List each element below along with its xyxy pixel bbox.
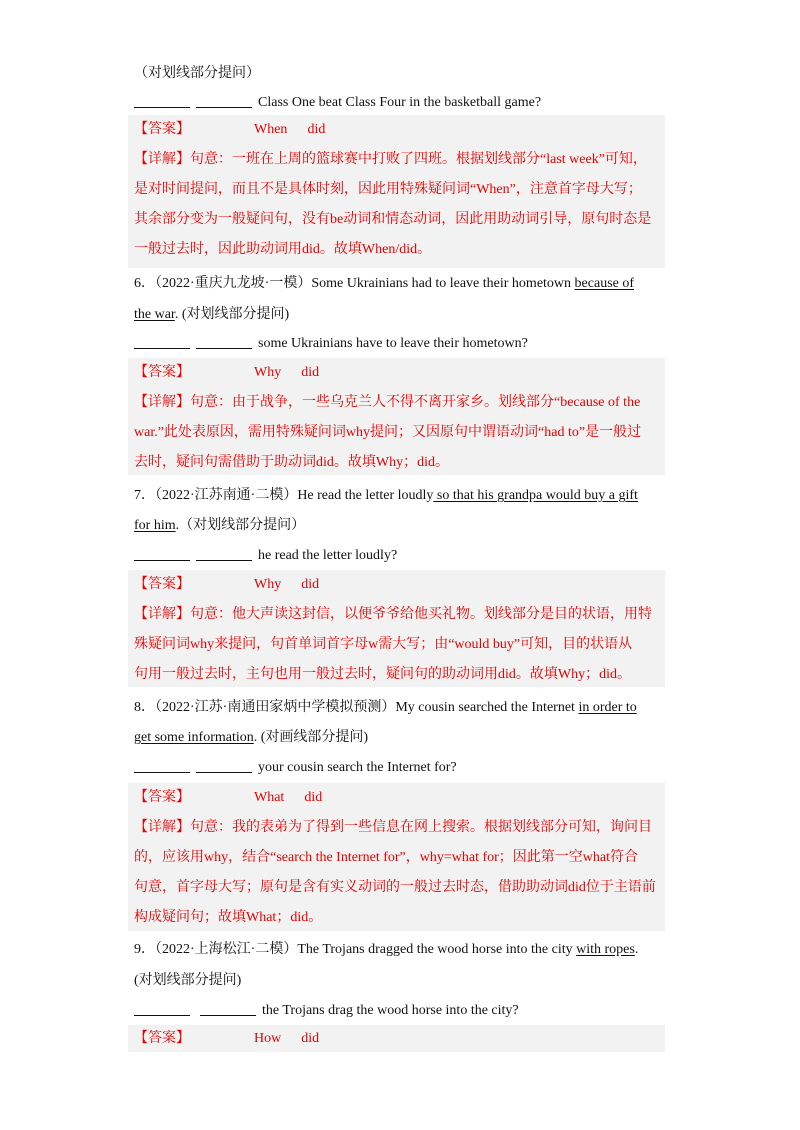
q9-stem: the Trojans drag the wood horse into the city?: [262, 1003, 519, 1018]
answer-1: Why: [254, 577, 282, 592]
q8-stem: your cousin search the Internet for?: [258, 760, 457, 775]
detail-line: 的，应该用why，结合“search the Internet for”，why=what for；因此第一空what符合: [134, 850, 639, 865]
answer-blank: [200, 1001, 256, 1016]
q5-hint: （对划线部分提问）: [134, 66, 260, 81]
q6-stem: some Ukrainians have to leave their hometown?: [258, 336, 528, 351]
q7-answer-box: [128, 570, 665, 687]
answer-label: 【答案】: [134, 577, 190, 592]
answer-blank: [196, 546, 252, 561]
answer-blank: [196, 758, 252, 773]
answer-blank: [134, 758, 190, 773]
q8-title-cont: get some information. (对画线部分提问): [134, 730, 369, 745]
q9-answer-box: [128, 1025, 665, 1052]
q8-question: [134, 758, 457, 778]
answer-2: did: [307, 122, 326, 137]
answer-2: did: [301, 577, 320, 592]
detail-line: 殊疑问词why来提问，句首单词首字母w需大写；由“would buy”可知，目的状语从: [134, 637, 633, 652]
answer-blank: [134, 93, 190, 108]
detail-line: 【详解】句意：一班在上周的篮球赛中打败了四班。根据划线部分“last week”可知，: [134, 152, 647, 167]
detail-line: 句用一般过去时，主句也用一般过去时，疑问句的助动词用did。故填Why；did。: [134, 667, 631, 682]
q5-question: [134, 93, 541, 113]
answer-2: did: [304, 790, 323, 805]
answer-label: 【答案】: [134, 122, 190, 137]
q7-title: 7．（2022·江苏南通·二模）He read the letter loudly so that his grandpa would buy a gift: [134, 488, 638, 503]
q6-answer-box: [128, 358, 665, 475]
detail-line: 句意，首字母大写；原句是含有实义动词的一般过去时态，借助助动词did位于主语前: [134, 880, 656, 895]
answer-blank: [196, 334, 252, 349]
q9-question: [134, 1001, 519, 1021]
q9-title: 9．（2022·上海松江·二模）The Trojans dragged the wood horse into the city with ropes.: [134, 942, 639, 957]
q5-stem: Class One beat Class Four in the basketball game?: [258, 95, 542, 110]
answer-blank: [134, 546, 190, 561]
detail-line: war.”此处表原因，需用特殊疑问词why提问；又因原句中谓语动词“had to”是一般过: [134, 425, 642, 440]
detail-line: 其余部分变为一般疑问句，没有be动词和情态动词，因此用助动词引导，原句时态是: [134, 212, 652, 227]
q6-title: 6．（2022·重庆九龙坡·一模）Some Ukrainians had to leave their hometown because of: [134, 276, 635, 291]
q9-hint: (对划线部分提问): [134, 973, 242, 988]
detail-line: 去时，疑问句需借助于助动词did。故填Why；did。: [134, 455, 449, 470]
answer-blank: [134, 1001, 190, 1016]
detail-line: 一般过去时，因此助动词用did。故填When/did。: [134, 242, 432, 257]
answer-label: 【答案】: [134, 365, 190, 380]
answer-2: did: [301, 365, 320, 380]
q5-answer-box: [128, 115, 665, 268]
q7-title-cont: for him.（对划线部分提问）: [134, 518, 306, 533]
q6-question: [134, 334, 528, 354]
q7-question: [134, 546, 397, 566]
answer-2: did: [301, 1031, 320, 1046]
answer-1: How: [254, 1031, 282, 1046]
q8-answer-box: [128, 783, 665, 931]
answer-1: What: [254, 790, 285, 805]
answer-label: 【答案】: [134, 790, 190, 805]
q8-title: 8．（2022·江苏·南通田家炳中学模拟预测）My cousin searched the Internet in order to: [134, 700, 637, 715]
detail-line: 【详解】句意：他大声读这封信，以便爷爷给他买礼物。划线部分是目的状语，用特: [134, 607, 652, 622]
q7-stem: he read the letter loudly?: [258, 548, 398, 563]
answer-1: Why: [254, 365, 282, 380]
detail-line: 【详解】句意：我的表弟为了得到一些信息在网上搜索。根据划线部分可知，询问目: [134, 820, 652, 835]
answer-blank: [134, 334, 190, 349]
answer-blank: [196, 93, 252, 108]
answer-1: When: [254, 122, 288, 137]
detail-line: 构成疑问句；故填What；did。: [134, 910, 323, 925]
detail-line: 【详解】句意：由于战争，一些乌克兰人不得不离开家乡。划线部分“because of the: [134, 395, 641, 410]
detail-line: 是对时间提问，而且不是具体时刻，因此用特殊疑问词“When”，注意首字母大写；: [134, 182, 642, 197]
q6-title-cont: the war. (对划线部分提问): [134, 307, 290, 322]
answer-label: 【答案】: [134, 1031, 190, 1046]
